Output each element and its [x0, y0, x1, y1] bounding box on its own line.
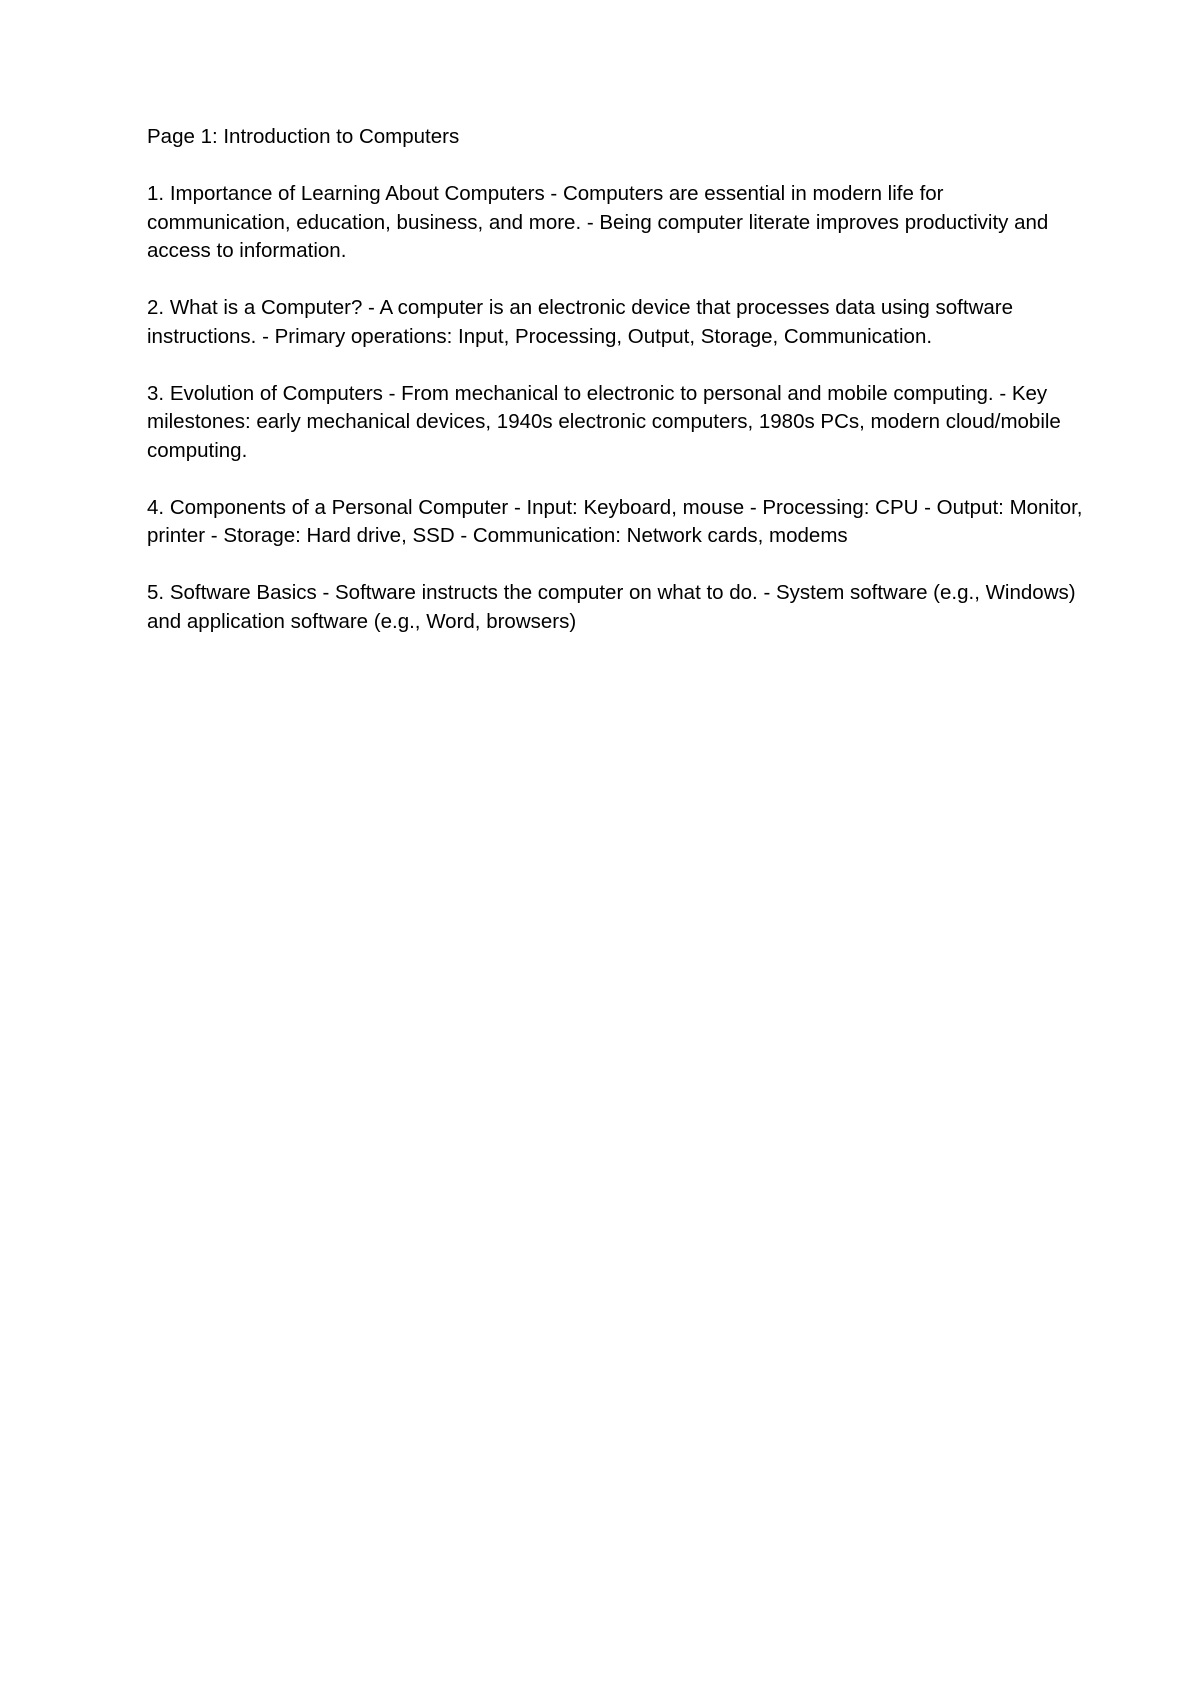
- section-evolution: [147, 380, 1087, 466]
- section-software-basics: [147, 579, 1087, 636]
- section-importance: [147, 180, 1087, 266]
- section-text: Evolution of Computers - From mechanical to electronic to personal and mobile computing. - Key milestones: early mechanical devices, 1940s electronic computers, 1980s PCs, modern cloud/mobile computing.: [147, 381, 1061, 462]
- section-what-is-computer: [147, 294, 1087, 351]
- section-number: 4.: [147, 495, 165, 519]
- section-text: Software Basics - Software instructs the computer on what to do. - System software (e.g., Windows) and application software (e.g., Word, browsers): [147, 581, 1076, 633]
- section-text: Components of a Personal Computer - Input: Keyboard, mouse - Processing: CPU - Output: Monitor, printer - Storage: Hard drive, SSD - Communication: Network cards, modems: [147, 495, 1083, 547]
- page-title: Page 1: Introduction to Computers: [147, 125, 460, 148]
- section-components: [147, 494, 1087, 551]
- section-number: 1.: [147, 182, 165, 205]
- document-content: [147, 123, 1087, 665]
- section-number: 5.: [147, 581, 165, 604]
- section-number: 3.: [147, 381, 165, 405]
- section-text: Importance of Learning About Computers - Computers are essential in modern life for communication, education, business, and more. - Being computer literate improves productivity and access to information.: [147, 182, 1049, 262]
- section-number: 2.: [147, 296, 165, 319]
- section-text: What is a Computer? - A computer is an electronic device that processes data using software instructions. - Primary operations: Input, Processing, Output, Storage, Communication.: [147, 296, 1014, 348]
